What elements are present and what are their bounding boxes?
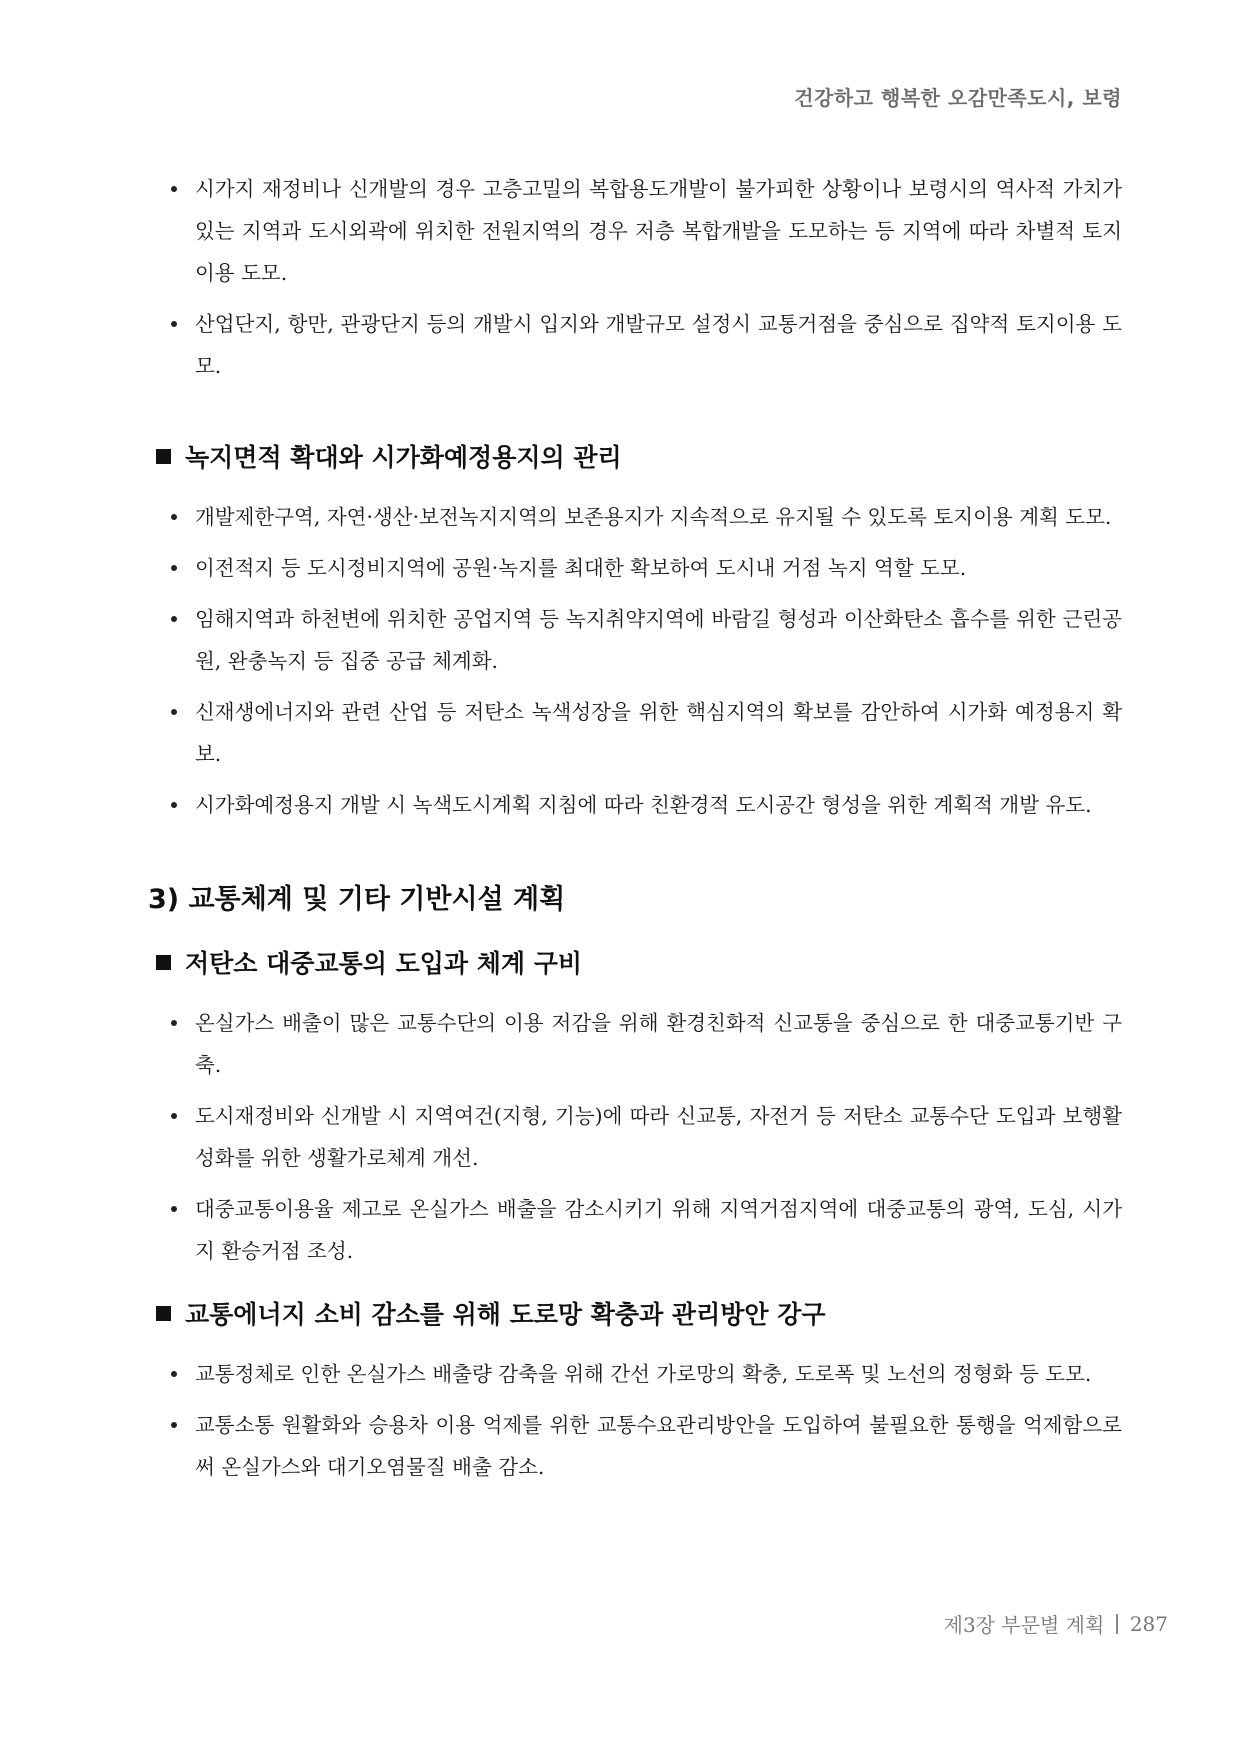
section-heading-text: 녹지면적 확대와 시가화예정용지의 관리 — [185, 443, 622, 472]
bullet-icon — [171, 1113, 177, 1119]
bullet-icon — [171, 1020, 177, 1026]
bullet-item — [160, 1404, 1122, 1488]
bullet-text: 시가화예정용지 개발 시 녹색도시계획 지침에 따라 친환경적 도시공간 형성을 위한 계획적 개발 유도. — [195, 793, 1092, 817]
bullet-icon — [171, 186, 177, 192]
bullet-icon — [171, 1206, 177, 1212]
bullet-text: 개발제한구역, 자연·생산·보전녹지지역의 보존용지가 지속적으로 유지될 수 있도록 토지이용 계획 도모. — [195, 505, 1112, 529]
intro-section — [160, 168, 1122, 387]
bullet-item — [160, 598, 1122, 682]
section-heading — [156, 438, 1122, 474]
bullet-text: 신재생에너지와 관련 산업 등 저탄소 녹색성장을 위한 핵심지역의 확보를 감안하여 시가화 예정용지 확보. — [195, 700, 1122, 766]
bullet-text: 이전적지 등 도시정비지역에 공원·녹지를 최대한 확보하여 도시내 거점 녹지 역할 도모. — [195, 556, 967, 580]
bullet-text: 임해지역과 하천변에 위치한 공업지역 등 녹지취약지역에 바람길 형성과 이산화탄소 흡수를 위한 근린공원, 완충녹지 등 집중 공급 체계화. — [195, 607, 1122, 673]
section-heading — [156, 1295, 1122, 1331]
bullet-text: 온실가스 배출이 많은 교통수단의 이용 저감을 위해 환경친화적 신교통을 중심으로 한 대중교통기반 구축. — [195, 1011, 1122, 1077]
square-bullet-icon — [156, 955, 171, 970]
bullet-text: 시가지 재정비나 신개발의 경우 고층고밀의 복합용도개발이 불가피한 상황이나 보령시의 역사적 가치가 있는 지역과 도시외곽에 위치한 전원지역의 경우 저층 복합개발을 도모하는 등 지역에 따라 차별적 토지이용 도모. — [195, 177, 1122, 285]
bullet-item — [160, 168, 1122, 294]
page-footer — [944, 1609, 1168, 1638]
bullet-text: 교통소통 원활화와 승용차 이용 억제를 위한 교통수요관리방안을 도입하여 불필요한 통행을 억제함으로써 온실가스와 대기오염물질 배출 감소. — [195, 1413, 1122, 1479]
bullet-item — [160, 784, 1122, 826]
green-bullet-list — [160, 496, 1122, 826]
bullet-item — [160, 1353, 1122, 1395]
intro-bullet-list — [160, 168, 1122, 387]
page-number: 287 — [1129, 1611, 1168, 1636]
bullet-item — [160, 1095, 1122, 1179]
square-bullet-icon — [156, 1306, 171, 1321]
bullet-icon — [171, 514, 177, 520]
square-bullet-icon — [156, 449, 171, 464]
bullet-text: 대중교통이용율 제고로 온실가스 배출을 감소시키기 위해 지역거점지역에 대중교통의 광역, 도심, 시가지 환승거점 조성. — [195, 1197, 1122, 1263]
running-header: 건강하고 행복한 오감만족도시, 보령 — [794, 86, 1122, 110]
bullet-icon — [171, 1371, 177, 1377]
bullet-icon — [171, 709, 177, 715]
bullet-icon — [171, 1422, 177, 1428]
footer-divider — [1116, 1614, 1118, 1634]
bullet-item — [160, 496, 1122, 538]
bullet-text: 도시재정비와 신개발 시 지역여건(지형, 기능)에 따라 신교통, 자전거 등 저탄소 교통수단 도입과 보행활성화를 위한 생활가로체계 개선. — [195, 1104, 1122, 1170]
transport-section — [148, 877, 1122, 1488]
bullet-icon — [171, 802, 177, 808]
bullet-icon — [171, 565, 177, 571]
green-section — [160, 438, 1122, 826]
lowcarbon-bullet-list — [160, 1002, 1122, 1272]
bullet-text: 산업단지, 항만, 관광단지 등의 개발시 입지와 개발규모 설정시 교통거점을 중심으로 집약적 토지이용 도모. — [195, 312, 1122, 378]
bullet-icon — [171, 321, 177, 327]
bullet-item — [160, 547, 1122, 589]
bullet-item — [160, 1188, 1122, 1272]
section-heading-text: 교통에너지 소비 감소를 위해 도로망 확충과 관리방안 강구 — [185, 1300, 826, 1329]
chapter-subtitle: 3) 교통체계 및 기타 기반시설 계획 — [148, 884, 566, 915]
footer-chapter: 제3장 부문별 계획 — [943, 1613, 1105, 1637]
bullet-item — [160, 1002, 1122, 1086]
bullet-icon — [171, 616, 177, 622]
bullet-item — [160, 691, 1122, 775]
document-body — [148, 168, 1122, 1497]
bullet-text: 교통정체로 인한 온실가스 배출량 감축을 위해 간선 가로망의 확충, 도로폭 및 노선의 정형화 등 도모. — [195, 1362, 1092, 1386]
section-heading — [156, 944, 1122, 980]
section-heading-text: 저탄소 대중교통의 도입과 체계 구비 — [185, 949, 583, 978]
bullet-item — [160, 303, 1122, 387]
energy-bullet-list — [160, 1353, 1122, 1488]
